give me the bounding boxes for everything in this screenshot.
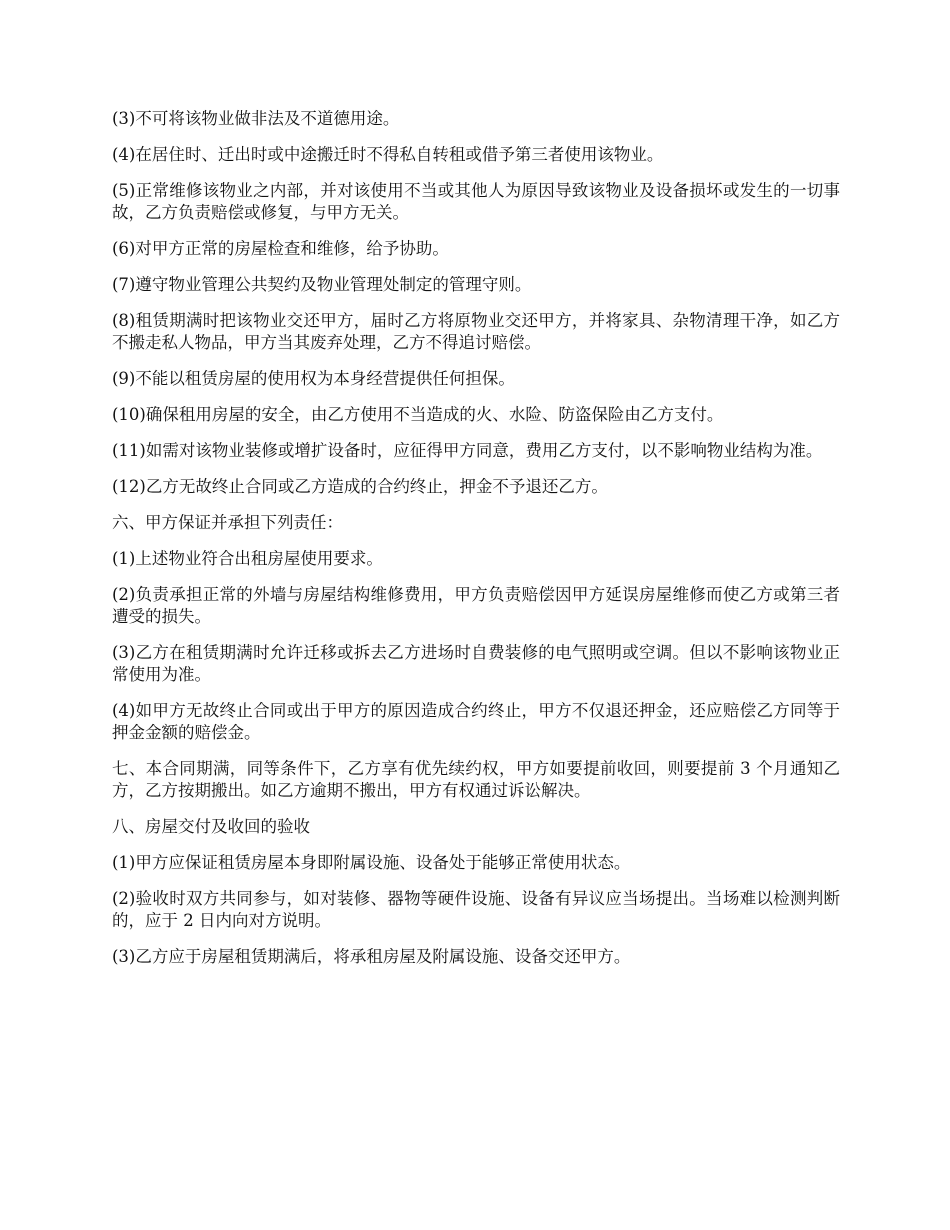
- paragraph-tenant-duty-4: (4)在居住时、迁出时或中途搬迁时不得私自转租或借予第三者使用该物业。: [112, 145, 664, 164]
- paragraph-landlord-duty-4: (4)如甲方无故终止合同或出于甲方的原因造成合约终止，甲方不仅退还押金，还应赔偿乙方同等于押金金额的赔偿金。: [112, 701, 840, 742]
- section-renewal-clause: 七、本合同期满，同等条件下，乙方享有优先续约权，甲方如要提前收回，则要提前 3 个月通知乙方，乙方按期搬出。如乙方逾期不搬出，甲方有权通过诉讼解决。: [112, 759, 840, 800]
- paragraph-inspection-3: (3)乙方应于房屋租赁期满后，将承租房屋及附属设施、设备交还甲方。: [112, 947, 631, 966]
- document-body: [112, 108, 840, 982]
- paragraph-tenant-duty-10: (10)确保租用房屋的安全，由乙方使用不当造成的火、水险、防盗保险由乙方支付。: [112, 405, 724, 424]
- paragraph-tenant-duty-11: (11)如需对该物业装修或增扩设备时，应征得甲方同意，费用乙方支付，以不影响物业结构为准。: [112, 441, 823, 460]
- paragraph-landlord-duty-3: (3)乙方在租赁期满时允许迁移或拆去乙方进场时自费装修的电气照明或空调。但以不影响该物业正常使用为准。: [112, 643, 840, 684]
- paragraph-landlord-duty-1: (1)上述物业符合出租房屋使用要求。: [112, 549, 383, 568]
- paragraph-tenant-duty-6: (6)对甲方正常的房屋检查和维修，给予协助。: [112, 239, 449, 258]
- paragraph-inspection-2: (2)验收时双方共同参与，如对装修、器物等硬件设施、设备有异议应当场提出。当场难以检测判断的，应于 2 日内向对方说明。: [112, 889, 840, 930]
- paragraph-landlord-duty-2: (2)负责承担正常的外墙与房屋结构维修费用，甲方负责赔偿因甲方延误房屋维修而使乙方或第三者遭受的损失。: [112, 585, 840, 626]
- section-heading-landlord-duties: 六、甲方保证并承担下列责任：: [112, 513, 343, 532]
- paragraph-tenant-duty-7: (7)遵守物业管理公共契约及物业管理处制定的管理守则。: [112, 275, 532, 294]
- paragraph-tenant-duty-3: (3)不可将该物业做非法及不道德用途。: [112, 109, 400, 128]
- paragraph-tenant-duty-12: (12)乙方无故终止合同或乙方造成的合约终止，押金不予退还乙方。: [112, 477, 608, 496]
- paragraph-tenant-duty-8: (8)租赁期满时把该物业交还甲方，届时乙方将原物业交还甲方，并将家具、杂物清理干净，如乙方不搬走私人物品，甲方当其废弃处理，乙方不得追讨赔偿。: [112, 311, 840, 352]
- paragraph-tenant-duty-9: (9)不能以租赁房屋的使用权为本身经营提供任何担保。: [112, 369, 515, 388]
- paragraph-inspection-1: (1)甲方应保证租赁房屋本身即附属设施、设备处于能够正常使用状态。: [112, 853, 631, 872]
- section-heading-handover-inspection: 八、房屋交付及收回的验收: [112, 817, 310, 836]
- paragraph-tenant-duty-5: (5)正常维修该物业之内部，并对该使用不当或其他人为原因导致该物业及设备损坏或发生的一切事故，乙方负责赔偿或修复，与甲方无关。: [112, 181, 840, 222]
